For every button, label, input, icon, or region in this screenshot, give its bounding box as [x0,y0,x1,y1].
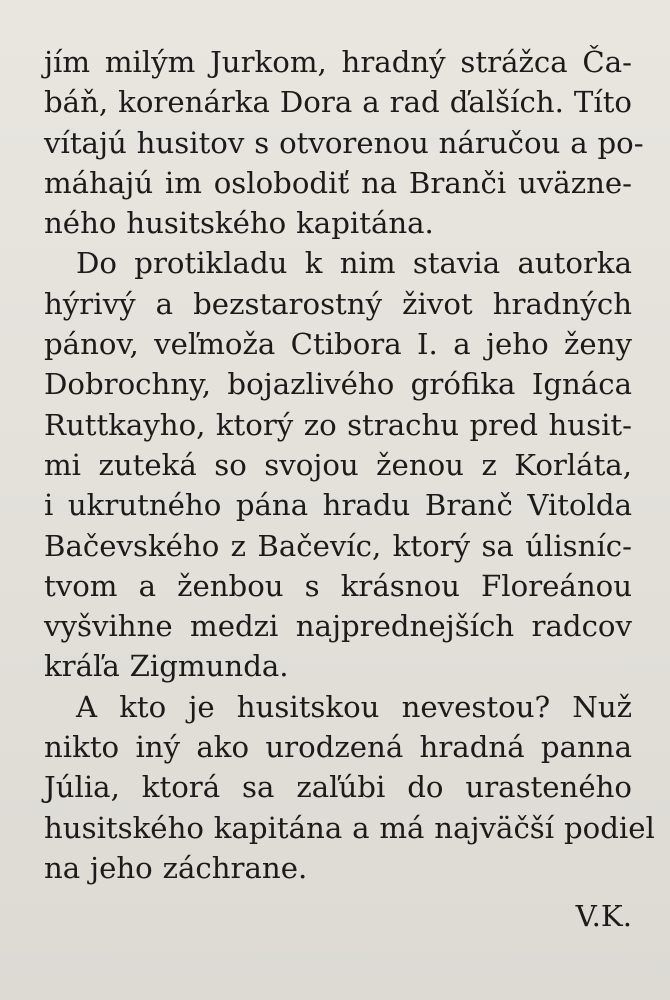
text-line: hýrivý a bezstarostný život hradných [44,286,632,321]
text-line: tvom a ženbou s krásnou Floreánou [44,568,632,603]
text-line: vítajú husitov s otvorenou náručou a po- [44,125,644,160]
text-line: máhajú im oslobodiť na Branči uväzne- [44,165,632,200]
text-line: Do protikladu k nim stavia autorka [76,246,632,281]
text-line: Bačevského z Bačevíc, ktorý sa úlisníc- [44,528,632,563]
text-line: pánov, veľmoža Ctibora I. a jeho ženy [44,327,632,362]
paragraph-1 [44,42,644,243]
text-line: ného husitského kapitána. [44,206,434,241]
text-line: Júlia, ktorá sa zaľúbi do urasteného [44,770,632,805]
text-line: Dobrochny, bojazlivého grófika Ignáca [44,367,632,402]
text-line: jím milým Jurkom, hradný strážca Ča- [44,45,632,79]
text-line: na jeho záchrane. [44,850,308,885]
author-signature: V.K. [575,899,632,933]
text-line: báň, korenárka Dora a rad ďalších. Títo [44,85,632,120]
text-line: vyšvihne medzi najprednejších radcov [44,609,632,644]
text-line: i ukrutného pána hradu Branč Vitolda [44,488,632,523]
paragraph-3 [44,687,655,888]
text-line: kráľa Zigmunda. [44,649,289,684]
text-line: A kto je husitskou nevestou? Nuž [76,689,632,724]
text-line: Ruttkayho, ktorý zo strachu pred husit- [44,407,632,442]
text-line: mi zuteká so svojou ženou z Korláta, [44,447,632,482]
text-line: nikto iný ako urodzená hradná panna [44,730,632,765]
text-line: husitského kapitána a má najväčší podiel [44,810,655,845]
paragraph-2 [44,243,632,686]
